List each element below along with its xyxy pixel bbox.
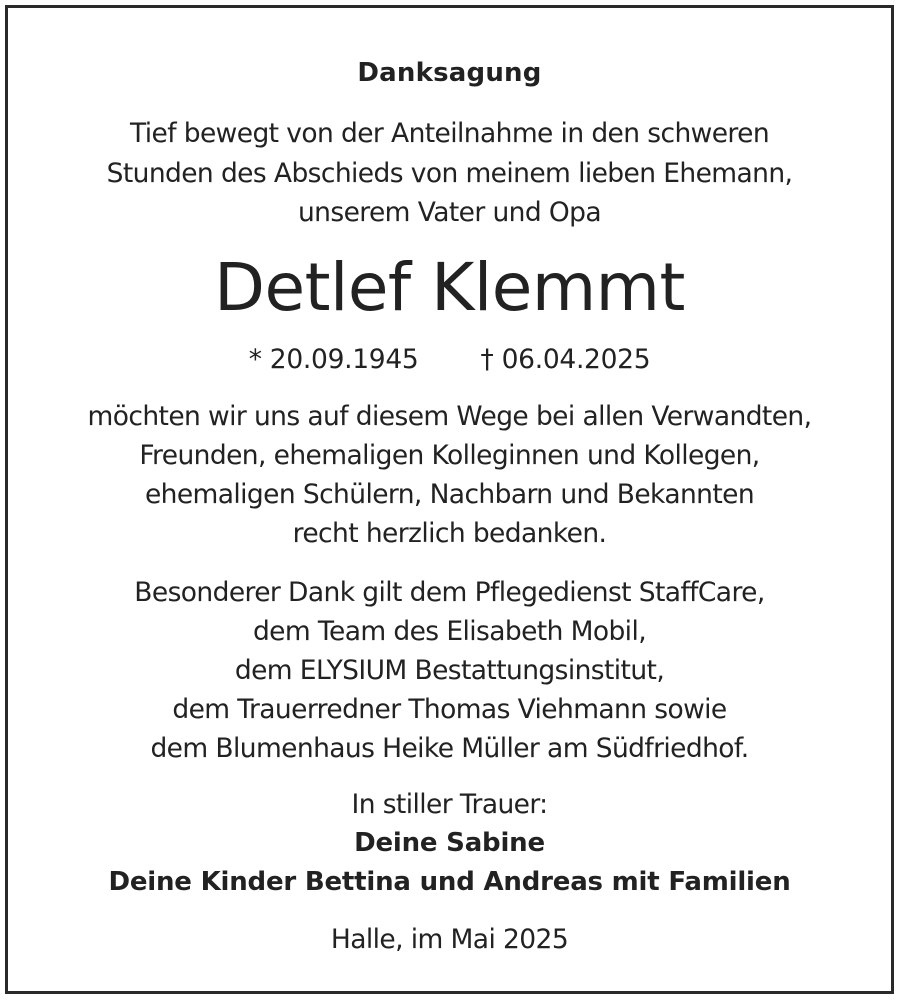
thanks-line-1: möchten wir uns auf diesem Wege bei allen Verwandten, [87, 401, 812, 432]
birth-date: * 20.09.1945 [248, 344, 419, 375]
intro-line-2: Stunden des Abschieds von meinem lieben Ehemann, [106, 158, 793, 189]
special-thanks-line-1: Besonderer Dank gilt dem Pflegedienst StaffCare, [134, 577, 765, 608]
special-thanks-line-3: dem ELYSIUM Bestattungsinstitut, [234, 655, 665, 686]
special-thanks-line-4: dem Trauerredner Thomas Viehmann sowie [172, 694, 727, 725]
special-thanks-line-2: dem Team des Elisabeth Mobil, [252, 616, 647, 647]
place-and-date: Halle, im Mai 2025 [330, 924, 569, 955]
mourning-intro: In stiller Trauer: [351, 789, 548, 820]
deceased-name: Detlef Klemmt [214, 249, 685, 326]
life-dates [8, 344, 891, 375]
signature-children: Deine Kinder Bettina und Andreas mit Familien [108, 867, 791, 897]
intro-line-1: Tief bewegt von der Anteilnahme in den schweren [129, 118, 770, 149]
thanks-line-2: Freunden, ehemaligen Kolleginnen und Kollegen, [139, 440, 760, 471]
obituary-notice [5, 5, 894, 994]
death-date: † 06.04.2025 [480, 344, 651, 375]
signature-spouse: Deine Sabine [354, 828, 545, 858]
intro-line-3: unserem Vater und Opa [297, 197, 602, 228]
thanks-line-3: ehemaligen Schülern, Nachbarn und Bekannten [144, 479, 755, 510]
special-thanks-line-5: dem Blumenhaus Heike Müller am Südfriedhof. [150, 733, 749, 764]
heading: Danksagung [357, 58, 542, 88]
thanks-line-4: recht herzlich bedanken. [292, 518, 607, 549]
